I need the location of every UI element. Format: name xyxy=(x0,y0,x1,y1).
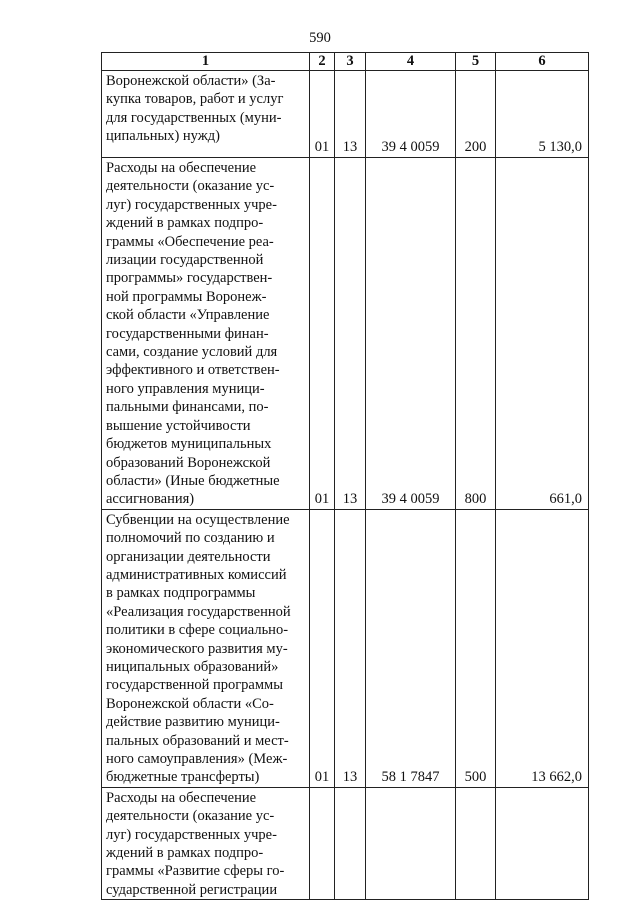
column-header-4: 4 xyxy=(366,53,456,71)
description-line: купка товаров, работ и услуг xyxy=(106,91,284,108)
description-line: деятельности (оказание ус- xyxy=(106,808,275,825)
description-line: бюджетов муниципальных xyxy=(106,436,272,453)
description-line: вышение устойчивости xyxy=(106,417,251,434)
expense-type-code xyxy=(456,787,496,899)
target-article-code: 39 4 0059 xyxy=(366,158,456,510)
description-line: лизации государственной xyxy=(106,252,264,269)
page-number: 590 xyxy=(309,30,331,46)
row-description xyxy=(102,787,310,899)
row-description xyxy=(102,158,310,510)
description-line: ниципальных образований» xyxy=(106,658,279,675)
description-line: деятельности (оказание ус- xyxy=(106,178,275,195)
section-code: 01 xyxy=(310,71,335,158)
description-line: ждений в рамках подпро- xyxy=(106,215,264,232)
budget-table xyxy=(101,52,589,900)
description-line: экономического развития му- xyxy=(106,640,288,657)
description-line: образований Воронежской xyxy=(106,454,271,471)
description-line: политики в сфере социально- xyxy=(106,622,289,639)
amount: 5 130,0 xyxy=(496,71,589,158)
target-article-code xyxy=(366,787,456,899)
description-line: полномочий по созданию и xyxy=(106,530,275,547)
description-line: организации деятельности xyxy=(106,548,271,565)
description-line: ассигнования) xyxy=(106,491,195,508)
description-line: граммы «Развитие сферы го- xyxy=(106,863,285,880)
description-line: Расходы на обеспечение xyxy=(106,789,257,806)
subsection-code: 13 xyxy=(335,158,366,510)
column-header-3: 3 xyxy=(335,53,366,71)
description-line: государственной программы xyxy=(106,677,283,694)
header-row xyxy=(102,53,589,71)
description-line: ской области «Управление xyxy=(106,307,270,324)
column-header-5: 5 xyxy=(456,53,496,71)
description-line: пальными финансами, по- xyxy=(106,399,269,416)
description-line: государственными финан- xyxy=(106,325,269,342)
subsection-code: 13 xyxy=(335,71,366,158)
column-header-6: 6 xyxy=(496,53,589,71)
section-code xyxy=(310,787,335,899)
description-line: луг) государственных учре- xyxy=(106,826,277,843)
table-row xyxy=(102,509,589,787)
expense-type-code: 500 xyxy=(456,509,496,787)
column-header-2: 2 xyxy=(310,53,335,71)
amount: 661,0 xyxy=(496,158,589,510)
description-line: программы» государствен- xyxy=(106,270,273,287)
description-line: эффективного и ответствен- xyxy=(106,362,280,379)
description-line: луг) государственных учре- xyxy=(106,196,277,213)
description-line: ждений в рамках подпро- xyxy=(106,845,264,862)
amount: 13 662,0 xyxy=(496,509,589,787)
description-line: бюджетные трансферты) xyxy=(106,769,260,786)
description-line: ной программы Воронеж- xyxy=(106,288,267,305)
row-description xyxy=(102,509,310,787)
expense-type-code: 800 xyxy=(456,158,496,510)
description-line: области» (Иные бюджетные xyxy=(106,472,280,489)
row-description xyxy=(102,71,310,158)
description-line: ципальных) нужд) xyxy=(106,128,220,145)
description-line: сами, создание условий для xyxy=(106,344,278,361)
description-line: граммы «Обеспечение реа- xyxy=(106,233,274,250)
table-row xyxy=(102,158,589,510)
description-line: ного управления муници- xyxy=(106,380,265,397)
expense-type-code: 200 xyxy=(456,71,496,158)
description-line: для государственных (муни- xyxy=(106,109,282,126)
description-line: в рамках подпрограммы xyxy=(106,585,256,602)
section-code: 01 xyxy=(310,158,335,510)
description-line: Воронежской области «Со- xyxy=(106,695,274,712)
description-line: Субвенции на осуществление xyxy=(106,511,290,528)
table-row xyxy=(102,787,589,899)
target-article-code: 39 4 0059 xyxy=(366,71,456,158)
target-article-code: 58 1 7847 xyxy=(366,509,456,787)
table-row xyxy=(102,71,589,158)
amount xyxy=(496,787,589,899)
description-line: ного самоуправления» (Меж- xyxy=(106,751,288,767)
description-line: сударственной регистрации xyxy=(106,881,278,898)
subsection-code: 13 xyxy=(335,509,366,787)
description-line: Расходы на обеспечение xyxy=(106,160,257,176)
description-line: пальных образований и мест- xyxy=(106,732,289,749)
description-line: действие развитию муници- xyxy=(106,714,280,731)
description-line: Воронежской области» (За- xyxy=(106,73,276,89)
description-line: «Реализация государственной xyxy=(106,603,291,620)
description-line: административных комиссий xyxy=(106,566,287,583)
column-header-1: 1 xyxy=(102,53,310,71)
section-code: 01 xyxy=(310,509,335,787)
subsection-code xyxy=(335,787,366,899)
